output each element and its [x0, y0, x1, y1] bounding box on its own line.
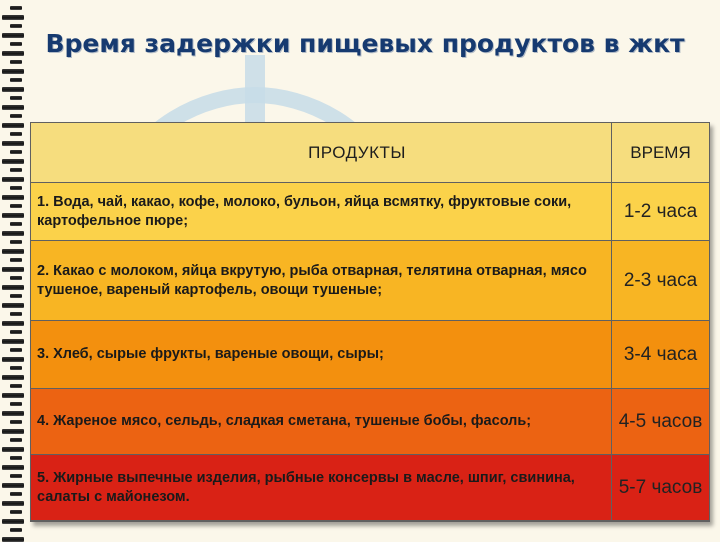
spiral-ring [10, 330, 22, 334]
spiral-ring [10, 492, 22, 496]
spiral-ring [10, 294, 22, 298]
spiral-ring [10, 384, 22, 388]
spiral-ring [2, 249, 24, 254]
spiral-ring [2, 123, 24, 128]
table-row [31, 241, 709, 321]
spiral-ring [2, 465, 24, 470]
spiral-ring [10, 96, 22, 100]
spiral-ring [10, 438, 22, 442]
header-products: ПРОДУКТЫ [31, 123, 612, 183]
products-cell: 2. Какао с молоком, яйца вкрутую, рыба отварная, телятина отварная, мясо тушеное, вареный картофель, овощи тушеные; [31, 241, 612, 321]
spiral-ring [10, 258, 22, 262]
spiral-ring [2, 429, 24, 434]
spiral-ring [2, 177, 24, 182]
spiral-ring [10, 474, 22, 478]
spiral-ring [2, 285, 24, 290]
spiral-ring [10, 132, 22, 136]
spiral-ring [10, 402, 22, 406]
spiral-ring [2, 267, 24, 272]
spiral-ring [2, 393, 24, 398]
spiral-ring [10, 510, 22, 514]
table-header-row [31, 123, 709, 183]
spiral-ring [2, 159, 24, 164]
spiral-ring [2, 195, 24, 200]
table-row [31, 183, 709, 241]
spiral-ring [10, 150, 22, 154]
spiral-ring [10, 420, 22, 424]
spiral-ring [10, 60, 22, 64]
spiral-ring [2, 375, 24, 380]
spiral-ring [10, 186, 22, 190]
spiral-ring [2, 15, 24, 20]
spiral-ring [2, 519, 24, 524]
time-cell: 4-5 часов [612, 389, 709, 455]
spiral-ring [10, 6, 22, 10]
table-row [31, 321, 709, 389]
spiral-ring [10, 24, 22, 28]
spiral-ring [2, 51, 24, 56]
notebook-spiral-binding [0, 0, 30, 540]
spiral-ring [10, 168, 22, 172]
spiral-ring [2, 357, 24, 362]
page-title: Время задержки пищевых продуктов в жкт [45, 29, 685, 58]
spiral-ring [2, 105, 24, 110]
spiral-ring [10, 42, 22, 46]
spiral-ring [10, 366, 22, 370]
spiral-ring [2, 501, 24, 506]
spiral-ring [2, 213, 24, 218]
spiral-ring [2, 87, 24, 92]
time-cell: 2-3 часа [612, 241, 709, 321]
time-cell: 5-7 часов [612, 455, 709, 521]
spiral-ring [2, 303, 24, 308]
products-cell: 3. Хлеб, сырые фрукты, вареные овощи, сыры; [31, 321, 612, 389]
spiral-ring [10, 78, 22, 82]
spiral-ring [2, 483, 24, 488]
digestion-time-table [30, 122, 710, 522]
spiral-ring [10, 312, 22, 316]
spiral-ring [10, 528, 22, 532]
spiral-ring [2, 321, 24, 326]
spiral-ring [2, 339, 24, 344]
spiral-ring [2, 447, 24, 452]
products-cell: 1. Вода, чай, какао, кофе, молоко, бульон, яйца всмятку, фруктовые соки, картофельное пюре; [31, 183, 612, 241]
spiral-ring [10, 204, 22, 208]
spiral-ring [2, 33, 24, 38]
spiral-ring [10, 276, 22, 280]
time-cell: 3-4 часа [612, 321, 709, 389]
table-row [31, 455, 709, 521]
products-cell: 5. Жирные выпечные изделия, рыбные консервы в масле, шпиг, свинина, салаты с майонезом. [31, 455, 612, 521]
spiral-ring [10, 240, 22, 244]
spiral-ring [2, 69, 24, 74]
spiral-ring [10, 222, 22, 226]
spiral-ring [10, 114, 22, 118]
spiral-ring [2, 141, 24, 146]
time-cell: 1-2 часа [612, 183, 709, 241]
spiral-ring [2, 231, 24, 236]
spiral-ring [10, 456, 22, 460]
header-time: ВРЕМЯ [612, 123, 709, 183]
spiral-ring [2, 411, 24, 416]
spiral-ring [10, 348, 22, 352]
products-cell: 4. Жареное мясо, сельдь, сладкая сметана, тушеные бобы, фасоль; [31, 389, 612, 455]
table-row [31, 389, 709, 455]
